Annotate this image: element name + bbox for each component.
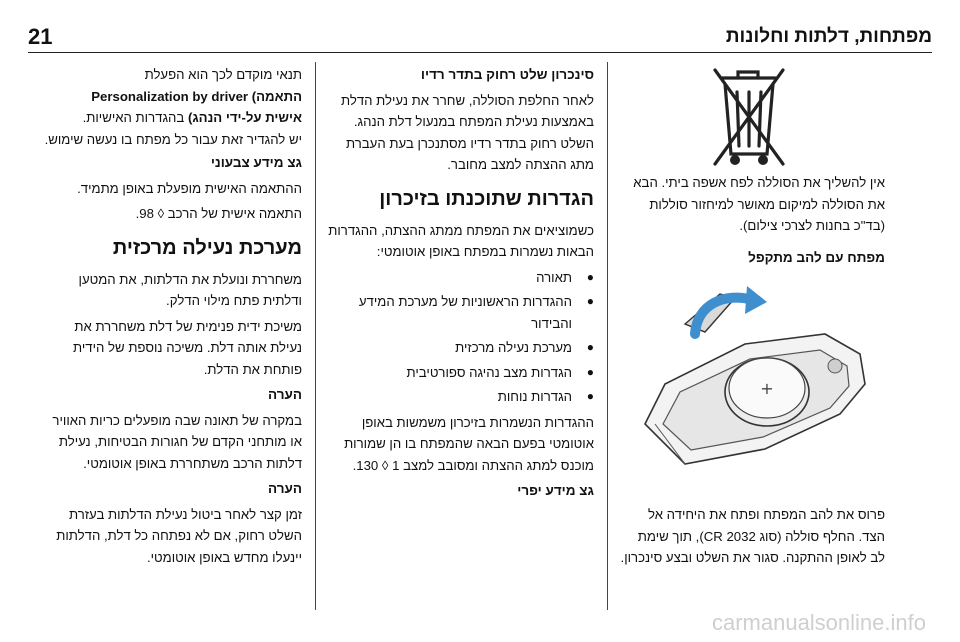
folding-key-illustration (625, 274, 880, 494)
header-rule (28, 52, 932, 53)
column-divider (607, 62, 608, 610)
crossed-out-wheelie-bin-icon (625, 64, 880, 172)
page-title: מפתחות, דלתות וחלונות (725, 26, 932, 47)
memorised-list (326, 267, 594, 408)
door-handle-paragraph: משיכת ידית פנימית של דלת משחררת את נעילת אותה דלת. משיכה נוספת של הידית פותחת את הדלת. (73, 318, 302, 377)
key-battery-icon (625, 274, 880, 494)
per-key-text: יש להגדיר זאת עבור כל מפתח בו נעשה שימוש. (44, 131, 302, 147)
personalization-ref: התאמה אישית של הרכב ◊ 98. (135, 206, 302, 221)
list-item: ● הגדרות נוחות (326, 386, 572, 408)
disposal-paragraph: אין להשליך את הסוללה לפח אשפה ביתי. הבא את הסוללה למיקום מאושר למיחזור סוללות (בד"כ בחנות לצרכי צילום). (633, 175, 885, 233)
watermark: carmanualsonline.info (711, 610, 926, 635)
note-body: זמן קצר לאחר ביטול נעילת הדלתות בעזרת השלט רחוק, אם לא נפתחה כל דלת, הדלתות יינעלו מחדש באופן אוטומטי. (56, 506, 302, 565)
prerequisite-text: תנאי מוקדם לכך הוא הפעלת (144, 67, 302, 82)
page-header (28, 20, 932, 54)
list-item: ● תאורה (326, 267, 572, 289)
memorised-settings-heading: הגדרות שתוכנתו בזיכרון (379, 187, 594, 210)
personalization-rest: בהגדרות האישיות. (82, 110, 185, 125)
always-active-paragraph: ההתאמה האישית מופעלת באופן מתמיד. (77, 180, 302, 196)
column-left (40, 64, 302, 572)
central-locking-heading: מערכת נעילה מרכזית (112, 236, 302, 259)
list-item: ● הגדרות מצב נהיגה ספורטיבית (326, 362, 572, 384)
note-body: במקרה של תאונה שבה מופעלים כריות האוויר או מותחני הקדם של חגורות הבטיחות, נעילת דלתות הרכב משתחררת באופן אוטומטי. (52, 412, 302, 471)
list-item: ● ההגדרות הראשוניות של מערכת המידע והבידור (326, 291, 572, 334)
personalization-name: Personalization by driver (התאמה (91, 88, 302, 104)
colour-display-heading: גצ מידע צבעוני (210, 155, 302, 170)
sync-paragraph: לאחר החלפת הסוללה, שחרר את נעילת הדלת באמצעות נעילת המפתח במנעול דלת הנהג. השלט רחוק בתדר רדיו מסתנכרן בעת העברת מתג ההצתה למצב מחובר. (340, 92, 594, 172)
info-display-heading: גצ מידע יפרי (517, 483, 594, 498)
note-title: הערה (268, 481, 302, 496)
recycle-bin-illustration (625, 64, 880, 172)
svg-text:+: + (760, 379, 774, 398)
list-item: ● מערכת נעילה מרכזית (326, 337, 572, 359)
personalization-hebrew: אישית על-ידי הנהג) (187, 110, 302, 125)
note-title: הערה (268, 387, 302, 402)
column-middle (326, 64, 594, 506)
column-right (620, 64, 885, 573)
memorised-intro: כשמוציאים את המפתח ממתג ההצתה, ההגדרות הבאות נשמרות במפתח באופן אוטומטי: (328, 222, 594, 259)
column-divider (315, 62, 316, 610)
sync-heading: סינכרון שלט רחוק בתדר רדיו (420, 67, 594, 82)
central-locking-paragraph: משחררת ונועלת את הדלתות, את המטען ודלתית פתח מילוי הדלק. (78, 271, 302, 308)
page-number: 21 (28, 24, 53, 49)
prerequisite-paragraph (40, 64, 302, 150)
folding-key-heading: מפתח עם להב מתקפל (748, 249, 885, 265)
battery-replace-paragraph: פרוס את להב המפתח ופתח את היחידה אל הצד. החלף סוללה (סוג CR 2032), תוך שימת לב לאופן ההתקנה. סגור את השלט ובצע סינכרון. (620, 507, 885, 565)
memorised-paragraph: ההגדרות הנשמרות בזיכרון משמשות באופן אוטומטי בפעם הבאה שהמפתח בו הן שמורות מוכנס למתג ההצתה ומסובב למצב 1 ◊ 130. (344, 414, 594, 473)
